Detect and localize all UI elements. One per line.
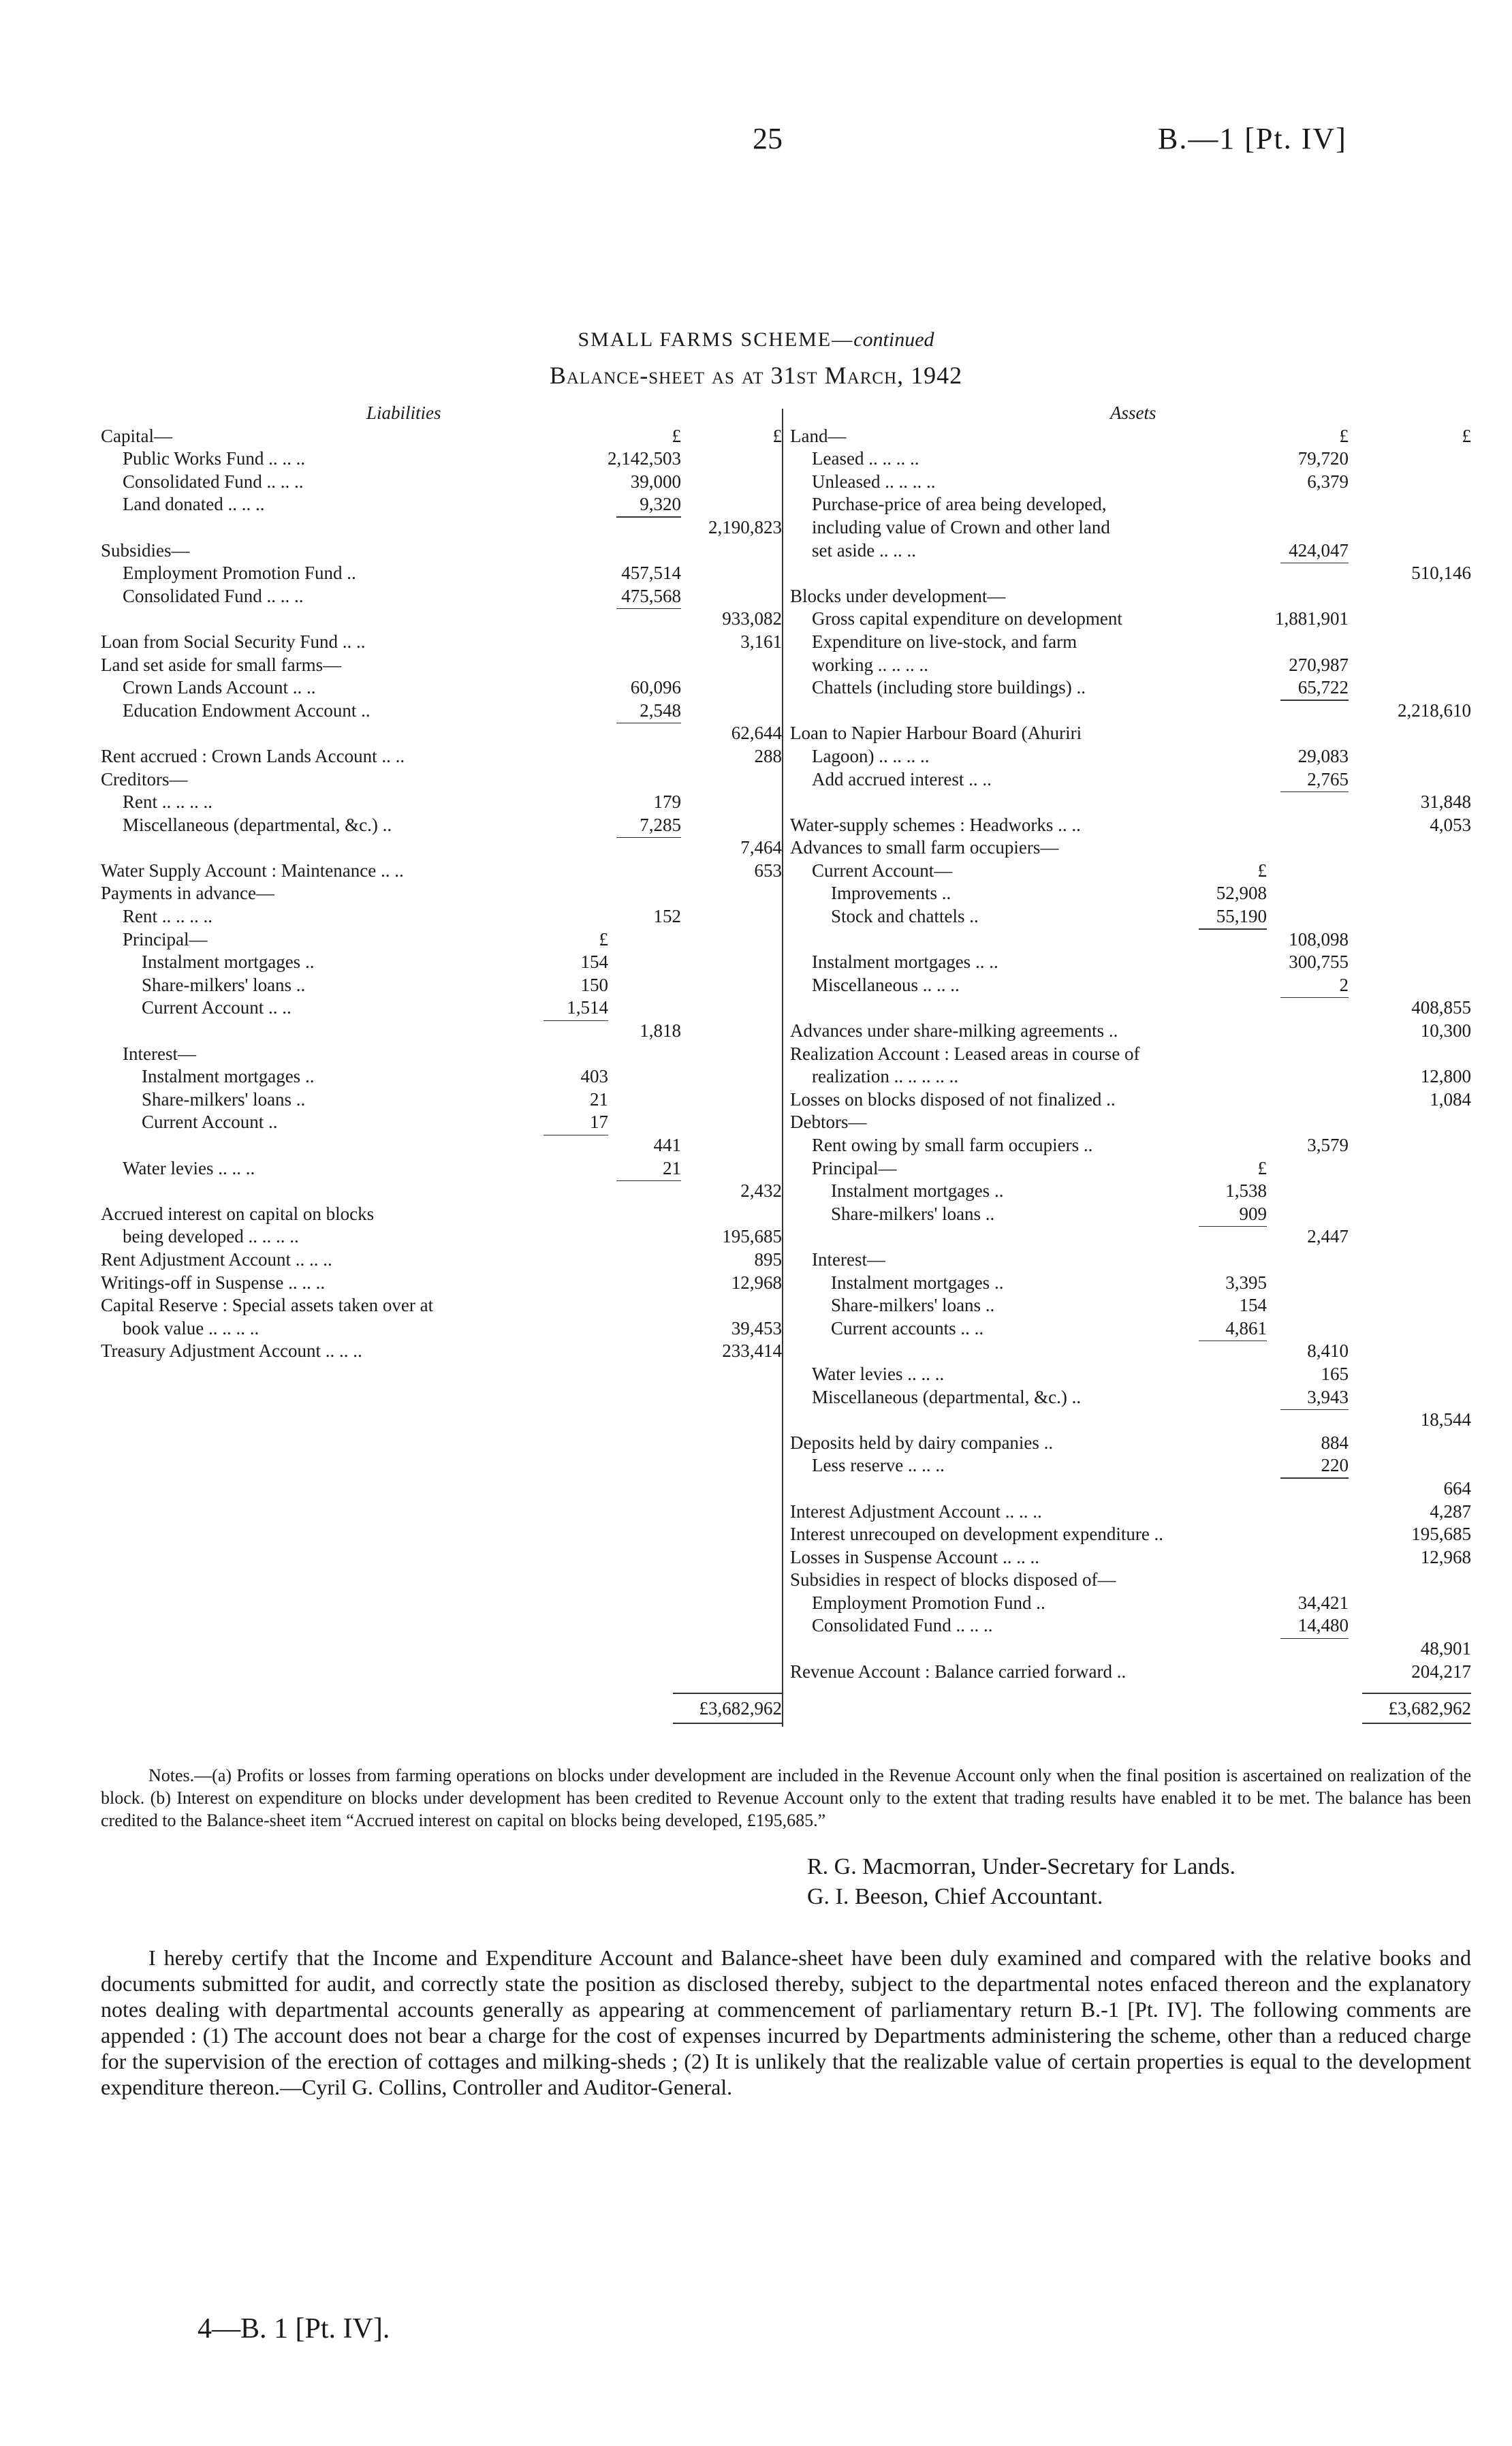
liabilities-line-label: Rent Adjustment Account .. .. .. [101, 1249, 332, 1270]
assets-line [790, 1203, 1471, 1226]
liabilities-amount: £ [772, 425, 782, 446]
assets-amount: £ [1339, 425, 1349, 446]
page-footer: 4—B. 1 [Pt. IV]. [198, 2313, 390, 2345]
assets-line-label: Add accrued interest .. .. [812, 768, 992, 789]
assets-line-label: Water levies .. .. .. [812, 1363, 945, 1384]
assets-line [790, 1225, 1471, 1249]
assets-amount: 8,410 [1307, 1340, 1349, 1362]
liabilities-amount: 17 [590, 1112, 608, 1133]
liabilities-line [101, 1272, 782, 1295]
assets-line [790, 1454, 1471, 1477]
assets-line-label: Instalment mortgages .. [831, 1180, 1004, 1202]
balance-sheet-title: Balance-sheet as at 31st March, 1942 [549, 362, 963, 389]
liabilities-line-label: Instalment mortgages .. [142, 952, 315, 973]
liabilities-line [101, 562, 782, 585]
assets-line-label: Leased .. .. .. .. [812, 448, 919, 469]
assets-line [790, 631, 1471, 654]
liabilities-line-label: Consolidated Fund .. .. .. [123, 471, 304, 492]
liabilities-line [101, 1203, 782, 1226]
assets-amount: 2 [1339, 974, 1349, 995]
assets-line [790, 425, 1471, 448]
scheme-title-text: SMALL FARMS SCHEME— [578, 328, 854, 351]
assets-line-label: Instalment mortgages .. [831, 1272, 1004, 1293]
liabilities-line [101, 905, 782, 928]
assets-line [790, 1317, 1471, 1340]
liabilities-line [101, 425, 782, 448]
assets-line-label: Debtors— [790, 1112, 867, 1133]
assets-line-label: Interest Adjustment Account .. .. .. [790, 1501, 1042, 1522]
assets-amount: 204,217 [1411, 1661, 1471, 1682]
assets-line [790, 608, 1471, 631]
assets-amount: £ [1257, 1157, 1267, 1178]
liabilities-line [101, 631, 782, 654]
assets-line [790, 1523, 1471, 1546]
assets-line [790, 1043, 1471, 1066]
liabilities-amount: 7,464 [740, 837, 782, 858]
assets-line-label: Miscellaneous .. .. .. [812, 974, 960, 995]
assets-amount: 4,287 [1430, 1501, 1471, 1522]
liabilities-amount: 895 [754, 1249, 782, 1270]
column-divider [782, 409, 783, 1727]
assets-amount: 2,218,610 [1398, 700, 1471, 721]
assets-line [790, 1180, 1471, 1203]
liabilities-line-label: Writings-off in Suspense .. .. .. [101, 1272, 326, 1293]
assets-line [790, 722, 1471, 745]
assets-line [790, 1088, 1471, 1112]
liabilities-amount: 62,644 [731, 723, 782, 744]
assets-line [790, 836, 1471, 860]
assets-amount: 4,053 [1430, 814, 1471, 835]
liabilities-amount: 2,548 [640, 700, 681, 721]
assets-line [790, 882, 1471, 905]
assets-line [790, 1249, 1471, 1272]
assets-line-label: Employment Promotion Fund .. [812, 1592, 1045, 1613]
assets-line-label: Improvements .. [831, 883, 951, 904]
assets-line [790, 1477, 1471, 1501]
assets-amount: 270,987 [1289, 654, 1349, 675]
liabilities-line [101, 1294, 782, 1317]
assets-line-label: Losses on blocks disposed of not finalized .. [790, 1088, 1116, 1110]
liabilities-line [101, 1065, 782, 1088]
assets-line-label: Current Account— [812, 860, 953, 881]
liabilities-line-label: Interest— [123, 1043, 196, 1064]
assets-amount: 154 [1239, 1295, 1267, 1316]
liabilities-line [101, 1340, 782, 1363]
assets-line [790, 1614, 1471, 1637]
assets-line [790, 1065, 1471, 1088]
liabilities-line-label: Creditors— [101, 768, 188, 789]
liabilities-line [101, 974, 782, 997]
scheme-title [0, 328, 1512, 351]
liabilities-column [101, 402, 782, 1719]
liabilities-line-label: Crown Lands Account .. .. [123, 677, 316, 698]
assets-line [790, 700, 1471, 723]
liabilities-line [101, 1225, 782, 1249]
assets-line [790, 585, 1471, 608]
liabilities-line [101, 1317, 782, 1340]
assets-amount: 424,047 [1289, 539, 1349, 561]
assets-line-label: Realization Account : Leased areas in course of [790, 1043, 1140, 1064]
liabilities-line [101, 791, 782, 814]
assets-heading-row [790, 402, 1471, 425]
liabilities-amount: 12,968 [731, 1272, 782, 1293]
liabilities-line [101, 1088, 782, 1112]
assets-amount: 1,881,901 [1275, 608, 1349, 629]
assets-line-label: Principal— [812, 1157, 897, 1178]
assets-line [790, 791, 1471, 814]
liabilities-heading-row [101, 402, 782, 425]
assets-amount: 18,544 [1420, 1409, 1471, 1430]
liabilities-line-label: Rent .. .. .. .. [123, 906, 212, 927]
assets-line [790, 928, 1471, 952]
liabilities-amount: 1,818 [640, 1020, 681, 1041]
assets-line-label: Interest unrecouped on development expenditure .. [790, 1524, 1164, 1545]
assets-line-label: Loan to Napier Harbour Board (Ahuriri [790, 723, 1082, 744]
liabilities-line-label: Rent accrued : Crown Lands Account .. .. [101, 745, 405, 766]
assets-line-label: including value of Crown and other land [812, 516, 1110, 537]
liabilities-line [101, 676, 782, 700]
assets-line-label: set aside .. .. .. [812, 539, 916, 561]
liabilities-line-label: Accrued interest on capital on blocks [101, 1203, 375, 1224]
assets-line-label: Lagoon) .. .. .. .. [812, 745, 930, 766]
liabilities-line-label: Share-milkers' loans .. [142, 1088, 306, 1110]
assets-line-label: Miscellaneous (departmental, &c.) .. [812, 1386, 1082, 1407]
liabilities-line-label: book value .. .. .. .. [123, 1317, 259, 1338]
liabilities-line-label: Water levies .. .. .. [123, 1157, 255, 1178]
assets-line-label: Revenue Account : Balance carried forward .. [790, 1661, 1127, 1682]
assets-line [790, 860, 1471, 883]
signature-under-secretary: R. G. Macmorran, Under-Secretary for Lands. [807, 1854, 1236, 1879]
liabilities-line [101, 1249, 782, 1272]
assets-total-rule-top [1362, 1693, 1471, 1694]
assets-total: £3,682,962 [1388, 1698, 1471, 1719]
liabilities-amount: 195,685 [722, 1226, 782, 1247]
assets-total-rule-bottom [1362, 1723, 1471, 1724]
assets-amount: 408,855 [1411, 997, 1471, 1018]
liabilities-line-label: Principal— [123, 928, 208, 950]
liabilities-line-label: Education Endowment Account .. [123, 700, 371, 721]
assets-line [790, 1363, 1471, 1386]
assets-amount: 2,765 [1307, 768, 1349, 789]
liabilities-line [101, 539, 782, 563]
assets-amount: 108,098 [1289, 928, 1349, 950]
assets-amount: 3,579 [1307, 1135, 1349, 1155]
liabilities-line-label: Public Works Fund .. .. .. [123, 448, 306, 469]
assets-line [790, 1272, 1471, 1295]
assets-line [790, 745, 1471, 768]
assets-line [790, 1432, 1471, 1455]
scheme-title-continued: continued [853, 328, 934, 351]
liabilities-amount: 475,568 [621, 585, 681, 606]
assets-amount: 195,685 [1411, 1524, 1471, 1545]
liabilities-amount: 2,190,823 [708, 516, 782, 537]
assets-line [790, 676, 1471, 700]
assets-line [790, 1637, 1471, 1661]
assets-line [790, 974, 1471, 997]
assets-line-label: Share-milkers' loans .. [831, 1203, 995, 1224]
assets-line-label: Unleased .. .. .. .. [812, 471, 936, 492]
assets-amount: 48,901 [1420, 1638, 1471, 1659]
liabilities-line-label: Treasury Adjustment Account .. .. .. [101, 1340, 362, 1362]
liabilities-amount: 403 [580, 1066, 608, 1087]
assets-line-label: Rent owing by small farm occupiers .. [812, 1135, 1093, 1155]
liabilities-amount: 2,432 [740, 1180, 782, 1202]
liabilities-line [101, 745, 782, 768]
assets-line-label: Consolidated Fund .. .. .. [812, 1615, 993, 1636]
liabilities-line-label: Rent .. .. .. .. [123, 791, 212, 813]
liabilities-line [101, 1157, 782, 1180]
liabilities-line [101, 722, 782, 745]
signature-chief-accountant: G. I. Beeson, Chief Accountant. [807, 1884, 1103, 1909]
assets-amount: 664 [1443, 1477, 1471, 1499]
liabilities-amount: 288 [754, 745, 782, 766]
assets-amount: 1,084 [1430, 1088, 1471, 1110]
liabilities-amount: 7,285 [640, 814, 681, 835]
assets-amount: 3,943 [1307, 1386, 1349, 1407]
assets-line [790, 1546, 1471, 1569]
liabilities-line [101, 814, 782, 837]
liabilities-amount: 933,082 [722, 608, 782, 629]
assets-line [790, 493, 1471, 516]
liabilities-line-label: Land set aside for small farms— [101, 654, 342, 675]
assets-amount: 31,848 [1420, 791, 1471, 813]
liabilities-line-label: Share-milkers' loans .. [142, 974, 306, 995]
assets-amount: 300,755 [1289, 952, 1349, 973]
liabilities-amount: 152 [653, 906, 681, 927]
assets-line [790, 562, 1471, 585]
assets-line [790, 654, 1471, 677]
liabilities-line-label: Subsidies— [101, 539, 190, 561]
assets-line-label: Subsidies in respect of blocks disposed of— [790, 1569, 1116, 1590]
liabilities-amount: 233,414 [722, 1340, 782, 1362]
assets-line-label: Less reserve .. .. .. [812, 1455, 945, 1476]
assets-line [790, 471, 1471, 494]
assets-amount: 12,968 [1420, 1546, 1471, 1567]
assets-line [790, 768, 1471, 791]
assets-line-label: Water-supply schemes : Headworks .. .. [790, 814, 1081, 835]
assets-amount: 55,190 [1216, 906, 1267, 927]
assets-amount: 165 [1321, 1363, 1349, 1384]
page-number: 25 [753, 122, 783, 155]
liabilities-line [101, 882, 782, 905]
liabilities-line [101, 493, 782, 516]
assets-line-label: Advances under share-milking agreements .. [790, 1020, 1118, 1041]
assets-line [790, 1020, 1471, 1043]
assets-line-label: Purchase-price of area being developed, [812, 494, 1107, 515]
liabilities-amount: 653 [754, 860, 782, 881]
assets-amount: 14,480 [1297, 1615, 1349, 1636]
assets-line-label: Advances to small farm occupiers— [790, 837, 1059, 858]
assets-amount: 65,722 [1297, 677, 1349, 698]
liabilities-line [101, 1043, 782, 1066]
assets-amount: 2,447 [1307, 1226, 1349, 1247]
assets-line [790, 1501, 1471, 1524]
liabilities-amount: 441 [653, 1135, 681, 1155]
assets-line [790, 539, 1471, 563]
liabilities-line [101, 1020, 782, 1043]
assets-amount: 29,083 [1297, 745, 1349, 766]
liabilities-line-label: Capital— [101, 425, 172, 446]
liabilities-line-label: Instalment mortgages .. [142, 1066, 315, 1087]
assets-amount: 52,908 [1216, 883, 1267, 904]
assets-line [790, 1340, 1471, 1363]
liabilities-line-label: Employment Promotion Fund .. [123, 563, 356, 584]
assets-amount: 12,800 [1420, 1066, 1471, 1087]
assets-line-label: Expenditure on live-stock, and farm [812, 631, 1077, 652]
liabilities-line [101, 700, 782, 723]
liabilities-amount: 60,096 [630, 677, 681, 698]
assets-line [790, 1134, 1471, 1157]
assets-line-label: Share-milkers' loans .. [831, 1295, 995, 1316]
assets-line [790, 951, 1471, 974]
liabilities-amount: 3,161 [740, 631, 782, 652]
liabilities-amount: 179 [653, 791, 681, 813]
assets-total-row [790, 1693, 1471, 1724]
assets-column [790, 402, 1471, 1719]
liabilities-line [101, 836, 782, 860]
assets-amount: 510,146 [1411, 563, 1471, 584]
assets-line [790, 997, 1471, 1020]
liabilities-line [101, 585, 782, 608]
liabilities-amount: 21 [590, 1088, 608, 1110]
assets-amount: 909 [1239, 1203, 1267, 1224]
liabilities-amount: £ [599, 928, 608, 950]
liabilities-amount: 150 [580, 974, 608, 995]
assets-line [790, 516, 1471, 539]
liabilities-total-row [101, 1693, 782, 1724]
assets-line-label: realization .. .. .. .. .. [812, 1066, 959, 1087]
liabilities-line [101, 608, 782, 631]
audit-certificate: I hereby certify that the Income and Expenditure Account and Balance-sheet have been duly examined and compared with the relative books and documents submitted for audit, and correctly state the position as disclosed thereby, subject to the departmental notes enfaced thereon and the explanatory notes dealing with departmental accounts generally as appearing at commencement of parliamentary return B.-1 [Pt. IV]. The following comments are appended : (1) The account does not bear a charge for the cost of expenses incurred by Departments administering the scheme, other than a reduced charge for the supervision of the erection of cottages and milking-sheds ; (2) It is unlikely that the realizable value of certain properties is equal to the development expenditure thereon.—Cyril G. Collins, Controller and Auditor-General. [101, 1945, 1471, 2099]
assets-line-label: Current accounts .. .. [831, 1317, 984, 1338]
assets-amount: 3,395 [1225, 1272, 1267, 1293]
liabilities-line-label: Current Account .. .. [142, 997, 292, 1018]
assets-line-label: Losses in Suspense Account .. .. .. [790, 1546, 1039, 1567]
liabilities-amount: 457,514 [621, 563, 681, 584]
assets-line [790, 1592, 1471, 1615]
liabilities-total-rule-top [673, 1693, 782, 1694]
liabilities-line [101, 997, 782, 1020]
liabilities-line-label: being developed .. .. .. .. [123, 1226, 299, 1247]
assets-line [790, 814, 1471, 837]
liabilities-line [101, 951, 782, 974]
assets-line-label: Instalment mortgages .. .. [812, 952, 998, 973]
assets-line [790, 1409, 1471, 1432]
assets-amount: 220 [1321, 1455, 1349, 1476]
assets-amount: £ [1257, 860, 1267, 881]
assets-line [790, 1294, 1471, 1317]
assets-amount: 1,538 [1225, 1180, 1267, 1202]
liabilities-line [101, 860, 782, 883]
assets-amount: 79,720 [1297, 448, 1349, 469]
liabilities-line-label: Land donated .. .. .. [123, 494, 265, 515]
liabilities-line [101, 448, 782, 471]
liabilities-line-label: Consolidated Fund .. .. .. [123, 585, 304, 606]
liabilities-amount: 2,142,503 [608, 448, 681, 469]
liabilities-line [101, 1111, 782, 1134]
liabilities-line [101, 768, 782, 791]
liabilities-line-label: Current Account .. [142, 1112, 278, 1133]
assets-amount: 884 [1321, 1432, 1349, 1453]
assets-amount: 34,421 [1297, 1592, 1349, 1613]
assets-line [790, 1569, 1471, 1592]
assets-line [790, 1157, 1471, 1180]
liabilities-line [101, 928, 782, 952]
liabilities-total-rule-bottom [673, 1723, 782, 1724]
assets-amount: 4,861 [1225, 1317, 1267, 1338]
liabilities-total: £3,682,962 [699, 1698, 782, 1719]
liabilities-amount: 154 [580, 952, 608, 973]
liabilities-amount: £ [672, 425, 681, 446]
liabilities-line-label: Payments in advance— [101, 883, 274, 904]
notes-paragraph: Notes.—(a) Profits or losses from farming operations on blocks under development are included in the Revenue Account only when the final position is ascertained on realization of the block. (b) Interest on expenditure on blocks under development has been credited to Revenue Account only to the extent that trading results have enabled it to be met. The balance has been credited to the Balance-sheet item “Accrued interest on capital on blocks being developed, £195,685.” [101, 1766, 1471, 1830]
assets-line [790, 905, 1471, 928]
assets-line [790, 1386, 1471, 1409]
liabilities-amount: 1,514 [567, 997, 608, 1018]
assets-line-label: Blocks under development— [790, 585, 1006, 606]
liabilities-line [101, 1134, 782, 1157]
liabilities-heading: Liabilities [366, 403, 441, 423]
assets-line [790, 1111, 1471, 1134]
liabilities-amount: 39,000 [630, 471, 681, 492]
assets-heading: Assets [1110, 403, 1156, 423]
liabilities-line [101, 1180, 782, 1203]
assets-line-label: Stock and chattels .. [831, 906, 979, 927]
report-reference: B.—1 [Pt. IV] [1158, 122, 1347, 155]
assets-line-label: Interest— [812, 1249, 885, 1270]
liabilities-line [101, 471, 782, 494]
liabilities-line [101, 516, 782, 539]
assets-amount: 10,300 [1420, 1020, 1471, 1041]
liabilities-line [101, 654, 782, 677]
liabilities-line-label: Loan from Social Security Fund .. .. [101, 631, 366, 652]
assets-line-label: Land— [790, 425, 847, 446]
assets-line [790, 1661, 1471, 1684]
liabilities-amount: 9,320 [640, 494, 681, 515]
assets-line-label: working .. .. .. .. [812, 654, 928, 675]
liabilities-amount: 21 [663, 1157, 681, 1178]
assets-line-label: Deposits held by dairy companies .. [790, 1432, 1054, 1453]
liabilities-line-label: Capital Reserve : Special assets taken over at [101, 1295, 434, 1316]
assets-line-label: Gross capital expenditure on development [812, 608, 1122, 629]
assets-line-label: Chattels (including store buildings) .. [812, 677, 1086, 698]
liabilities-line-label: Water Supply Account : Maintenance .. .. [101, 860, 404, 881]
assets-amount: £ [1462, 425, 1471, 446]
liabilities-amount: 39,453 [731, 1317, 782, 1338]
liabilities-line-label: Miscellaneous (departmental, &c.) .. [123, 814, 392, 835]
assets-line [790, 448, 1471, 471]
assets-amount: 6,379 [1307, 471, 1349, 492]
